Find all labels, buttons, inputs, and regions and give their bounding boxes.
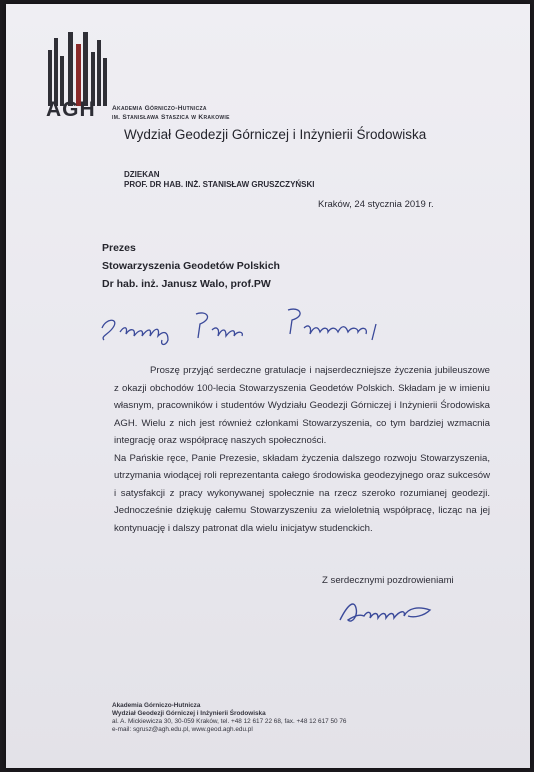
body-paragraph-1: Proszę przyjąć serdeczne gratulacje i najserdeczniejsze życzenia jubileuszowe z okazji obchodów 100-lecia Stowarzyszenia Geodetów Polskich. Składam je w imieniu własnym, pracowników i studentów Wydziału Geodezji Górniczej i Inżynierii Środowiska AGH. Wielu z nich jest również członkami Stowarzyszenia, co tym bardziej wzmacnia integrację oraz współpracę naszych społeczności. xyxy=(114,365,490,446)
sender-role: DZIEKAN xyxy=(124,170,160,179)
sender-name: PROF. DR HAB. INŻ. STANISŁAW GRUSZCZYŃSKI xyxy=(124,180,315,189)
faculty-name: Wydział Geodezji Górniczej i Inżynierii Środowiska xyxy=(124,127,427,142)
university-name-line1: Akademia Górniczo-Hutnicza xyxy=(112,105,207,112)
university-name-line2: im. Stanisława Staszica w Krakowie xyxy=(112,114,230,121)
addressee-title: Prezes xyxy=(102,242,136,254)
agh-logo-text: AGH xyxy=(46,98,96,121)
addressee-block xyxy=(102,239,280,293)
sender-block xyxy=(124,170,315,190)
letter-body xyxy=(114,362,490,537)
body-paragraph-2: Na Pańskie ręce, Panie Prezesie, składam życzenia dalszego rozwoju Stowarzyszenia, utrzymania wiodącej roli reprezentanta całego środowiska geodezyjnego oraz sukcesów i satysfakcji z pracy wykonywanej społecznie na rzecz szeroko rozumianej geodezji. Jednocześnie dziękuję całemu Stowarzyszeniu za wieloletnią współpracę, licząc na jej kontynuację i dalszy patronat dla wielu inicjatyw studenckich. xyxy=(114,452,490,534)
letter-footer xyxy=(112,702,346,734)
signature xyxy=(334,594,444,628)
letter-sheet xyxy=(6,4,530,768)
letter-date: Kraków, 24 stycznia 2019 r. xyxy=(318,199,434,210)
addressee-name: Dr hab. inż. Janusz Walo, prof.PW xyxy=(102,278,271,290)
footer-faculty: Wydział Geodezji Górniczej i Inżynierii Środowiska xyxy=(112,710,266,717)
addressee-organization: Stowarzyszenia Geodetów Polskich xyxy=(102,260,280,272)
letter-closing: Z serdecznymi pozdrowieniami xyxy=(322,575,454,586)
footer-contact: e-mail: sgrusz@agh.edu.pl, www.geod.agh.edu.pl xyxy=(112,726,253,733)
footer-university: Akademia Górniczo-Hutnicza xyxy=(112,702,201,709)
handwritten-greeting xyxy=(96,306,396,346)
university-name xyxy=(112,104,230,122)
footer-address: al. A. Mickiewicza 30, 30-059 Kraków, tel. +48 12 617 22 68, fax. +48 12 617 50 76 xyxy=(112,718,347,725)
